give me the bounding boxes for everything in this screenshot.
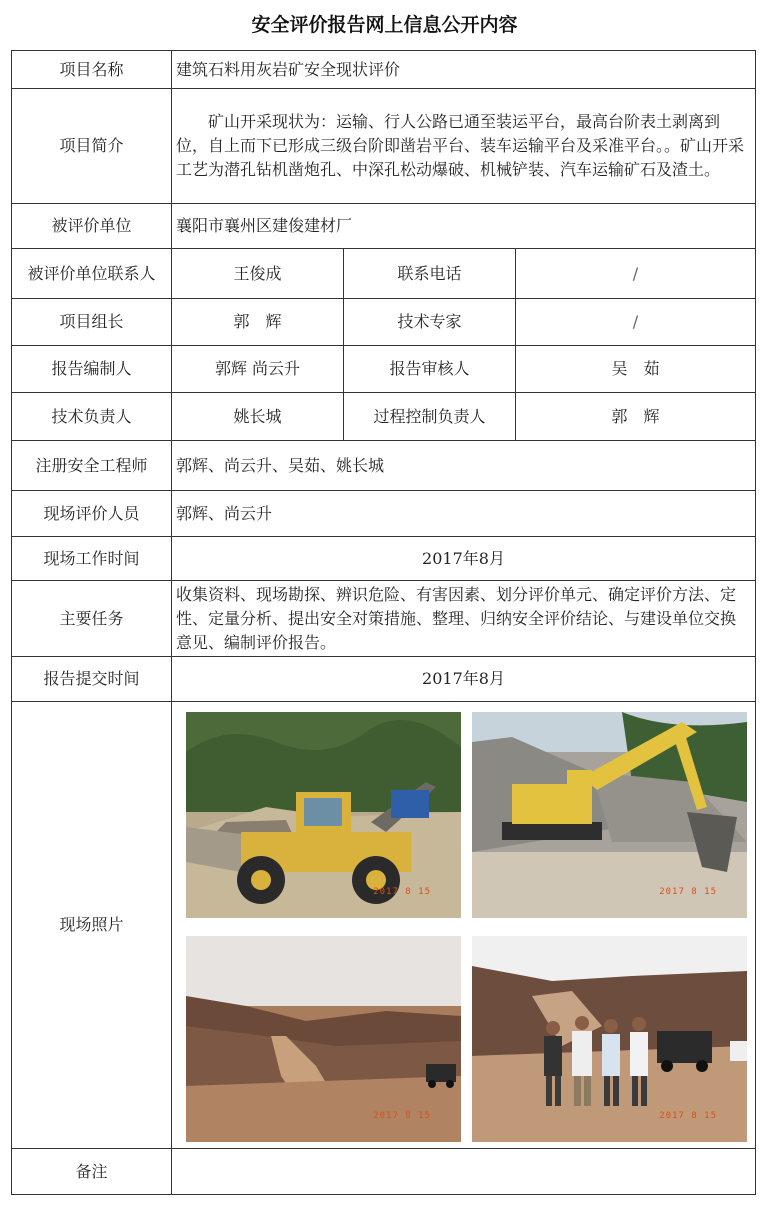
photo-date-stamp: 2017 8 15: [659, 1111, 717, 1121]
row-author: [12, 346, 756, 393]
expert-value: /: [516, 299, 756, 346]
row-leader: [12, 299, 756, 346]
row-contact: [12, 249, 756, 299]
photo-date-stamp: 2017 8 15: [659, 887, 717, 897]
photo-date-stamp: 2017 8 15: [373, 887, 431, 897]
row-engineers: [12, 441, 756, 491]
remarks-value: [172, 1149, 756, 1195]
remarks-label: 备注: [12, 1149, 172, 1195]
photos-cell: [172, 702, 756, 1149]
row-tasks: [12, 581, 756, 657]
tech-lead-value: 姚长城: [172, 393, 344, 441]
evaluated-unit-value: 襄阳市襄州区建俊建材厂: [172, 204, 756, 249]
site-time-value: 2017年8月: [172, 537, 756, 581]
row-tech-lead: [12, 393, 756, 441]
site-staff-label: 现场评价人员: [12, 491, 172, 537]
site-staff-value: 郭辉、尚云升: [172, 491, 756, 537]
phone-value: /: [516, 249, 756, 299]
site-time-label: 现场工作时间: [12, 537, 172, 581]
submit-time-value: 2017年8月: [172, 657, 756, 702]
engineers-label: 注册安全工程师: [12, 441, 172, 491]
process-value: 郭 辉: [516, 393, 756, 441]
row-photos: [12, 702, 756, 1149]
author-label: 报告编制人: [12, 346, 172, 393]
row-project-intro: [12, 89, 756, 204]
info-table: [11, 50, 756, 1195]
project-intro-value: 矿山开采现状为：运输、行人公路已通至装运平台，最高台阶表土剥离到位，自上而下已形成三级台阶即凿岩平台、装车运输平台及采准平台。。矿山开采工艺为潜孔钻机凿炮孔、中深孔松动爆破、机械铲装、汽车运输矿石及渣土。: [172, 89, 756, 204]
contact-label: 被评价单位联系人: [12, 249, 172, 299]
row-site-staff: [12, 491, 756, 537]
project-name-value: 建筑石料用灰岩矿安全现状评价: [172, 51, 756, 89]
photo-inspection-team: [472, 936, 747, 1142]
project-intro-label: 项目简介: [12, 89, 172, 204]
row-evaluated-unit: [12, 204, 756, 249]
tasks-label: 主要任务: [12, 581, 172, 657]
evaluated-unit-label: 被评价单位: [12, 204, 172, 249]
row-remarks: [12, 1149, 756, 1195]
engineers-value: 郭辉、尚云升、吴茹、姚长城: [172, 441, 756, 491]
row-site-time: [12, 537, 756, 581]
photo-excavator: [472, 712, 747, 918]
tasks-value: 收集资料、现场勘探、辨识危险、有害因素、划分评价单元、确定评价方法、定性、定量分析、提出安全对策措施、整理、归纳安全评价结论、与建设单位交换意见、编制评价报告。: [172, 581, 756, 657]
leader-label: 项目组长: [12, 299, 172, 346]
leader-value: 郭 辉: [172, 299, 344, 346]
contact-value: 王俊成: [172, 249, 344, 299]
page-title: 安全评价报告网上信息公开内容: [251, 14, 518, 36]
expert-label: 技术专家: [344, 299, 516, 346]
author-value: 郭辉 尚云升: [172, 346, 344, 393]
photos-label: 现场照片: [12, 702, 172, 1149]
reviewer-label: 报告审核人: [344, 346, 516, 393]
photo-quarry-road: [186, 936, 461, 1142]
process-label: 过程控制负责人: [344, 393, 516, 441]
row-project-name: [12, 51, 756, 89]
project-name-label: 项目名称: [12, 51, 172, 89]
photo-wheel-loader: [186, 712, 461, 918]
submit-time-label: 报告提交时间: [12, 657, 172, 702]
tech-lead-label: 技术负责人: [12, 393, 172, 441]
photo-date-stamp: 2017 8 15: [373, 1111, 431, 1121]
row-submit-time: [12, 657, 756, 702]
phone-label: 联系电话: [344, 249, 516, 299]
reviewer-value: 吴 茹: [516, 346, 756, 393]
photo-grid: [176, 703, 756, 1147]
